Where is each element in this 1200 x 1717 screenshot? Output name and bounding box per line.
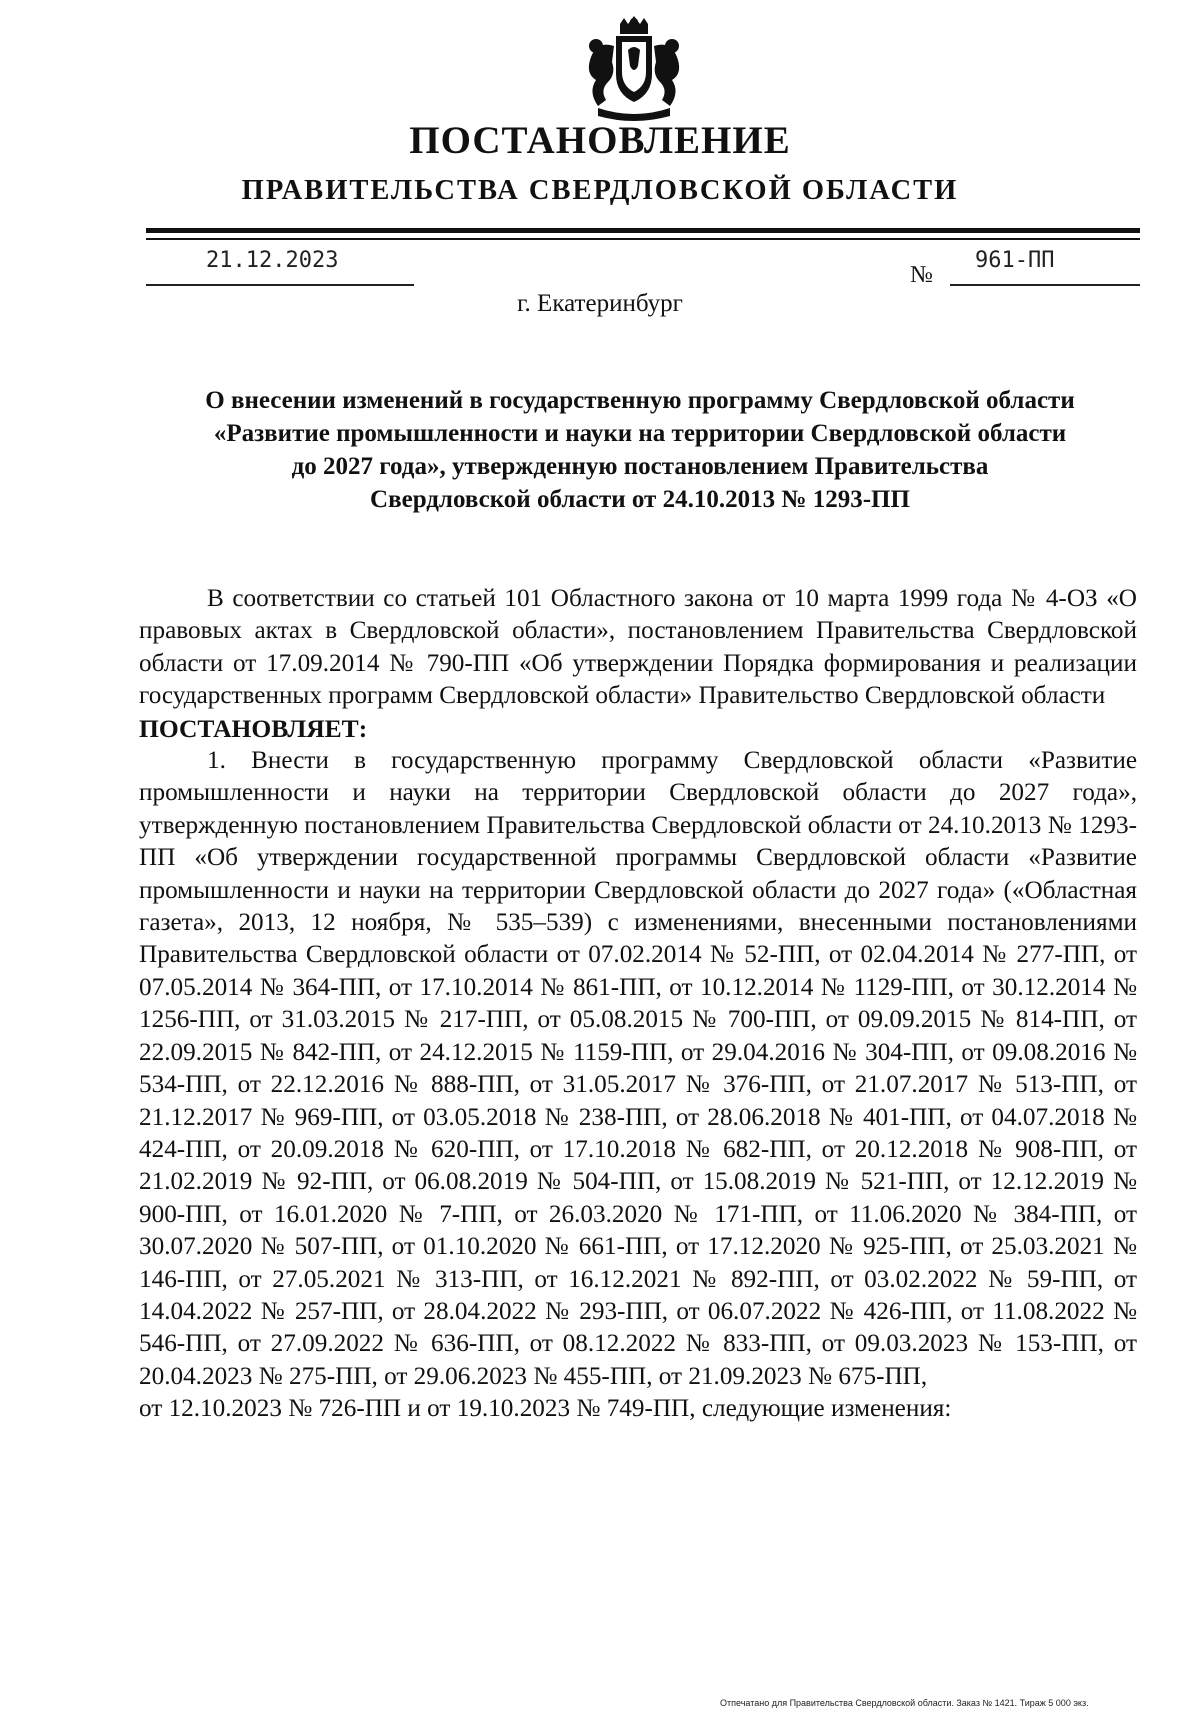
document-body	[139, 583, 1137, 1426]
document-number: 961-ПП	[975, 248, 1055, 273]
document-date: 21.12.2023	[206, 248, 339, 273]
date-underline	[146, 284, 414, 286]
title-line: до 2027 года», утвержденную постановлением Правительства	[291, 453, 989, 480]
item-1-paragraph: 1. Внести в государственную программу Свердловской области «Развитие промышленности и науки на территории Свердловской области до 2027 года», утвержденную постановлением Правительства Свердловской области от 24.10.2013 № 1293-ПП «Об утверждении государственной программы Свердловской области «Развитие промышленности и науки на территории Свердловской области до 2027 года» («Областная газета», 2013, 12 ноября, № 535–539) с изменениями, внесенными постановлениями Правительства Свердловской области от 07.02.2014 № 52-ПП, от 02.04.2014 № 277-ПП, от 07.05.2014 № 364-ПП, от 17.10.2014 № 861-ПП, от 10.12.2014 № 1129-ПП, от 30.12.2014 № 1256-ПП, от 31.03.2015 № 217-ПП, от 05.08.2015 № 700-ПП, от 09.09.2015 № 814-ПП, от 22.09.2015 № 842-ПП, от 24.12.2015 № 1159-ПП, от 29.04.2016 № 304-ПП, от 09.08.2016 № 534-ПП, от 22.12.2016 № 888-ПП, от 31.05.2017 № 376-ПП, от 21.07.2017 № 513-ПП, от 21.12.2017 № 969-ПП, от 03.05.2018 № 238-ПП, от 28.06.2018 № 401-ПП, от 04.07.2018 № 424-ПП, от 20.09.2018 № 620-ПП, от 17.10.2018 № 682-ПП, от 20.12.2018 № 908-ПП, от 21.02.2019 № 92-ПП, от 06.08.2019 № 504-ПП, от 15.08.2019 № 521-ПП, от 12.12.2019 № 900-ПП, от 16.01.2020 № 7-ПП, от 26.03.2020 № 171-ПП, от 11.06.2020 № 384-ПП, от 30.07.2020 № 507-ПП, от 01.10.2020 № 661-ПП, от 17.12.2020 № 925-ПП, от 25.03.2021 № 146-ПП, от 27.05.2021 № 313-ПП, от 16.12.2021 № 892-ПП, от 03.02.2022 № 59-ПП, от 14.04.2022 № 257-ПП, от 28.04.2022 № 293-ПП, от 06.07.2022 № 426-ПП, от 11.08.2022 № 546-ПП, от 27.09.2022 № 636-ПП, от 08.12.2022 № 833-ПП, от 09.03.2023 № 153-ПП, от 20.04.2023 № 275-ПП, от 29.06.2023 № 455-ПП, от 21.09.2023 № 675-ПП,	[139, 747, 1137, 1390]
header-divider-thin	[146, 238, 1140, 240]
item-1-closing-line: от 12.10.2023 № 726-ПП и от 19.10.2023 № 749-ПП, следующие изменения:	[139, 1395, 952, 1423]
preamble-paragraph: В соответствии со статьей 101 Областного закона от 10 марта 1999 года № 4-ОЗ «О правовых актах в Свердловской области», постановлением Правительства Свердловской области от 17.09.2014 № 790-ПП «Об утверждении Порядка формирования и реализации государственных программ Свердловской области» Правительство Свердловской области	[139, 585, 1137, 710]
title-line: «Развитие промышленности и науки на территории Свердловской области	[213, 420, 1067, 447]
number-sign: №	[910, 262, 933, 288]
city-of-issue: г. Екатеринбург	[517, 290, 683, 317]
number-underline	[950, 284, 1140, 286]
print-imprint: Отпечатано для Правительства Свердловской области. Заказ № 1421. Тираж 5 000 экз.	[720, 1698, 1089, 1708]
issuing-authority: ПРАВИТЕЛЬСТВА СВЕРДЛОВСКОЙ ОБЛАСТИ	[241, 175, 959, 206]
decree-heading: ПОСТАНОВЛЯЕТ:	[139, 713, 368, 743]
coat-of-arms-icon	[578, 16, 690, 124]
document-title	[135, 384, 1145, 516]
header-divider-thick	[146, 228, 1140, 233]
title-line: О внесении изменений в государственную программу Свердловской области	[205, 387, 1075, 414]
title-line: Свердловской области от 24.10.2013 № 1293-ПП	[370, 486, 910, 513]
document-type: ПОСТАНОВЛЕНИЕ	[409, 119, 791, 162]
